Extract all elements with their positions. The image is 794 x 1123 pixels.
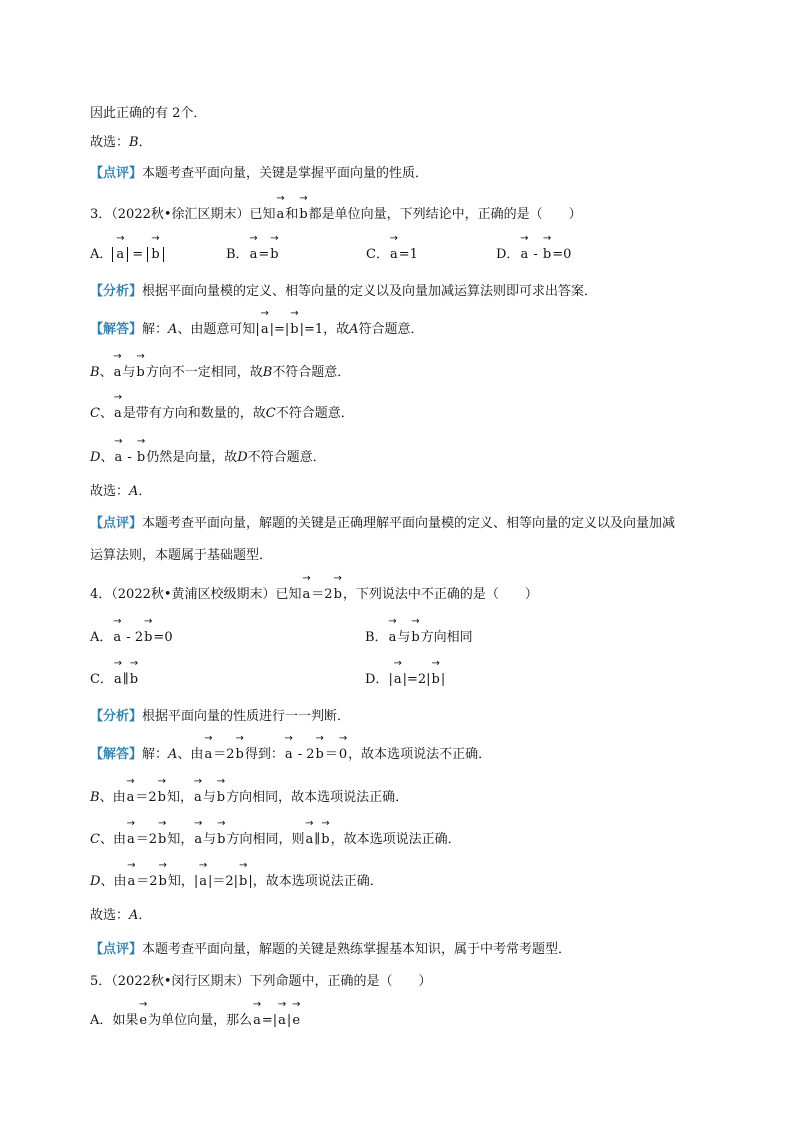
text-run: → a <box>277 1011 287 1031</box>
text-run: 知， <box>167 832 194 847</box>
text-run: 根据平面向量的性质进行一一判断． <box>142 709 351 724</box>
text-run: → a <box>113 404 123 424</box>
text-run: 不符合题意． <box>272 365 351 380</box>
text-run: A． <box>90 247 113 262</box>
text-run: 4．（2022秋•黄浦区校级期末）已知 <box>90 587 302 602</box>
text-run: |＝2| <box>207 874 239 889</box>
question-3-solution-a <box>90 320 424 340</box>
text-run: 【分析】 <box>90 284 143 299</box>
text-run: A <box>349 322 359 337</box>
text-run: - <box>123 450 136 465</box>
text-run: A <box>129 908 139 923</box>
text-run: → a <box>393 670 403 690</box>
text-run: 【点评】 <box>90 942 143 957</box>
text-run: → a <box>389 245 399 265</box>
text-run: 【解答】 <box>90 747 143 762</box>
question-4-option-a <box>90 628 173 648</box>
text-run: 运算法则，本题属于基础题型． <box>90 548 273 563</box>
text-run: 与 <box>203 832 217 847</box>
text-run: A <box>168 322 178 337</box>
text-run: 知，| <box>167 874 199 889</box>
text-run <box>147 247 163 262</box>
text-run: → a <box>193 830 203 850</box>
vector-b: → b <box>298 205 308 225</box>
text-run: C． <box>366 247 389 262</box>
text-run: |，故本选项说法正确． <box>248 874 383 889</box>
text-run: 根据平面向量模的定义、相等向量的定义以及向量加减运算法则即可求出答案． <box>142 284 598 299</box>
text-run: D <box>90 874 101 889</box>
question-3-option-b <box>226 245 280 265</box>
text-run: A <box>129 484 139 499</box>
text-run: 、 <box>99 406 113 421</box>
comment-tag: 【点评】 <box>90 166 143 181</box>
text-run: 都是单位向量，下列结论中，正确的是（ ） <box>308 207 582 222</box>
text-run: 与 <box>397 630 411 645</box>
text-run: → b <box>150 245 160 265</box>
text-run: - 2 <box>293 747 315 762</box>
text-run: 为单位向量，那么 <box>148 1013 253 1028</box>
text-run: ＝2 <box>311 587 333 602</box>
text-run: 和 <box>285 207 299 222</box>
text-run: → a <box>126 830 136 850</box>
line-comment-prev <box>90 164 428 184</box>
text-run: 方向相同，故本选项说法正确． <box>226 790 409 805</box>
text-run: 与 <box>202 790 216 805</box>
text-run: B． <box>365 630 388 645</box>
text-run: → b <box>158 872 168 892</box>
text-run: → a <box>519 245 529 265</box>
question-4-option-c <box>90 670 139 690</box>
text-run: 本题考查平面向量，关键是掌握平面向量的性质． <box>142 166 429 181</box>
line-count <box>90 104 206 124</box>
text-run: → a <box>126 788 136 808</box>
text-run: 3．（2022秋•徐汇区期末）已知 <box>90 207 276 222</box>
text-run: | <box>388 672 393 687</box>
text-run: → a <box>193 788 203 808</box>
text-run: 解： <box>142 322 169 337</box>
text-run: |=| <box>269 322 290 337</box>
text-run: 解： <box>142 747 169 762</box>
text-run: 方向不一定相同，故 <box>145 365 263 380</box>
text-run: → a <box>284 745 294 765</box>
text-run: 、由 <box>99 832 126 847</box>
text-run: 、由题意可知| <box>177 322 260 337</box>
text-run: → b <box>157 830 167 850</box>
text-run: | <box>286 1013 292 1028</box>
text-run: 故选： <box>90 484 130 499</box>
text-run: =1 <box>398 247 418 262</box>
text-run: C <box>90 832 100 847</box>
text-run: = <box>258 247 270 262</box>
text-run: → b <box>289 320 299 340</box>
text-run: ，下列说法中不正确的是（ ） <box>342 587 538 602</box>
text-run: 方向相同，则 <box>226 832 305 847</box>
text-run: → b <box>143 628 153 648</box>
question-4-solution-b <box>90 788 408 808</box>
text-run: ∥ <box>314 832 321 847</box>
text-run: =0 <box>153 630 173 645</box>
text-run: ＝ <box>324 747 338 762</box>
text-run: 不符合题意． <box>247 450 326 465</box>
text-run: ∥ <box>122 672 129 687</box>
text-run: D <box>237 450 248 465</box>
line-answer-prev <box>90 133 152 153</box>
text-run: → a <box>260 320 270 340</box>
question-3-analysis <box>90 282 597 302</box>
question-4-title <box>90 585 538 605</box>
text-run: 知， <box>166 790 193 805</box>
question-5-title <box>90 972 432 992</box>
text-run: → b <box>216 788 226 808</box>
text-run: =| <box>261 1013 278 1028</box>
text-run: 5．（2022秋•闵行区期末）下列命题中，正确的是（ ） <box>90 974 432 989</box>
question-4-answer <box>90 906 151 926</box>
text-run: =0 <box>552 247 572 262</box>
question-4-analysis <box>90 707 350 727</box>
text-run: 符合题意． <box>358 322 424 337</box>
question-3-comment-1 <box>90 514 675 534</box>
text-run: → b <box>431 670 441 690</box>
question-3-title <box>90 205 582 225</box>
text-run: → e <box>138 1011 148 1031</box>
text-run: |=2| <box>402 672 431 687</box>
text-run: 【解答】 <box>90 322 143 337</box>
question-3-option-d <box>496 245 571 265</box>
text-run: 故选： <box>90 908 130 923</box>
text-run: 【点评】 <box>90 516 143 531</box>
text-run: D． <box>496 247 520 262</box>
text-run: | <box>440 672 446 687</box>
text-run: → b <box>320 830 330 850</box>
text-run: → a <box>203 745 213 765</box>
text-run: C <box>90 406 100 421</box>
text-run: A．如果 <box>90 1013 139 1028</box>
text-run: - <box>529 247 542 262</box>
question-3-option-a <box>90 245 164 265</box>
text-run: 与 <box>122 365 136 380</box>
text-run: B． <box>226 247 249 262</box>
question-3-solution-d <box>90 448 326 468</box>
question-3-comment-2 <box>90 546 272 566</box>
question-3-answer <box>90 482 151 502</box>
question-3-option-c <box>366 245 418 265</box>
text-run: ＝2 <box>135 832 158 847</box>
question-4-comment <box>90 940 571 960</box>
vector-a: → a <box>276 205 286 225</box>
text-run: 因此正确的有 2个． <box>90 106 207 121</box>
text-run: → b <box>542 245 552 265</box>
text-run: 得到： <box>244 747 284 762</box>
text-run: → a <box>113 448 123 468</box>
text-run: → a <box>126 872 136 892</box>
text-run: → a <box>113 363 123 383</box>
text-run: 本题考查平面向量，解题的关键是正确理解平面向量模的定义、相等向量的定义以及向量加减 <box>142 516 676 531</box>
text-run: → b <box>216 830 226 850</box>
text-run: A <box>168 747 178 762</box>
text-run: ． <box>138 908 152 923</box>
text-run: ． <box>138 484 152 499</box>
text-run: 故选： <box>90 135 130 150</box>
text-run: → b <box>136 448 146 468</box>
text-run: 仍然是向量，故 <box>146 450 238 465</box>
text-run: 、由 <box>99 790 126 805</box>
question-4-solution-d <box>90 872 383 892</box>
text-run: 【分析】 <box>90 709 143 724</box>
question-5-option-a <box>90 1011 301 1031</box>
text-run: → b <box>410 628 420 648</box>
text-run: → a <box>252 1011 262 1031</box>
text-run: → a <box>304 830 314 850</box>
text-run: B <box>90 790 100 805</box>
text-run: ＝2 <box>135 790 157 805</box>
text-run: 方向相同 <box>420 630 473 645</box>
text-run: B <box>90 365 100 380</box>
text-run: → a <box>388 628 398 648</box>
question-4-option-b <box>365 628 473 648</box>
text-run: → b <box>333 585 343 605</box>
text-run: A． <box>90 630 113 645</box>
text-run: → b <box>269 245 279 265</box>
text-run: C． <box>90 672 113 687</box>
text-run: → a <box>198 872 208 892</box>
text-run: → b <box>234 745 244 765</box>
text-run: → b <box>315 745 325 765</box>
text-run: C <box>265 406 276 421</box>
text-run: 是带有方向和数量的，故 <box>122 406 266 421</box>
text-run: → b <box>129 670 139 690</box>
text-run: → a <box>249 245 259 265</box>
text-run: = <box>128 247 148 262</box>
text-run: → a <box>112 628 122 648</box>
text-run: → a <box>302 585 312 605</box>
text-run: - 2 <box>122 630 144 645</box>
text-run: 本题考查平面向量，解题的关键是熟练掌握基本知识，属于中考常考题型． <box>142 942 572 957</box>
question-4-solution-c <box>90 830 461 850</box>
text-run: B <box>262 365 273 380</box>
text-run: ． <box>138 135 152 150</box>
text-run: 、由 <box>177 747 204 762</box>
question-4-solution-a <box>90 745 491 765</box>
text-run: |=1，故 <box>299 322 350 337</box>
text-run: ＝2 <box>213 747 235 762</box>
question-3-solution-c <box>90 404 354 424</box>
text-run: ，故本选项说法正确． <box>330 832 461 847</box>
question-4-option-d <box>365 670 445 690</box>
text-run <box>112 247 128 262</box>
text-run: → a <box>115 245 125 265</box>
text-run: → b <box>135 363 145 383</box>
text-run: D <box>90 450 101 465</box>
text-run: → e <box>291 1011 301 1031</box>
text-run: 、 <box>99 365 113 380</box>
text-run: → a <box>113 670 123 690</box>
text-run: B <box>129 135 139 150</box>
text-run: ＝2 <box>136 874 158 889</box>
text-run: D． <box>365 672 389 687</box>
text-run: 不符合题意． <box>275 406 354 421</box>
text-run: → b <box>157 788 167 808</box>
text-run: ，故本选项说法不正确． <box>348 747 492 762</box>
text-run: → 0 <box>338 745 348 765</box>
text-run: → b <box>238 872 248 892</box>
text-run: 、 <box>100 450 114 465</box>
text-run: 、由 <box>100 874 127 889</box>
question-3-solution-b <box>90 363 350 383</box>
